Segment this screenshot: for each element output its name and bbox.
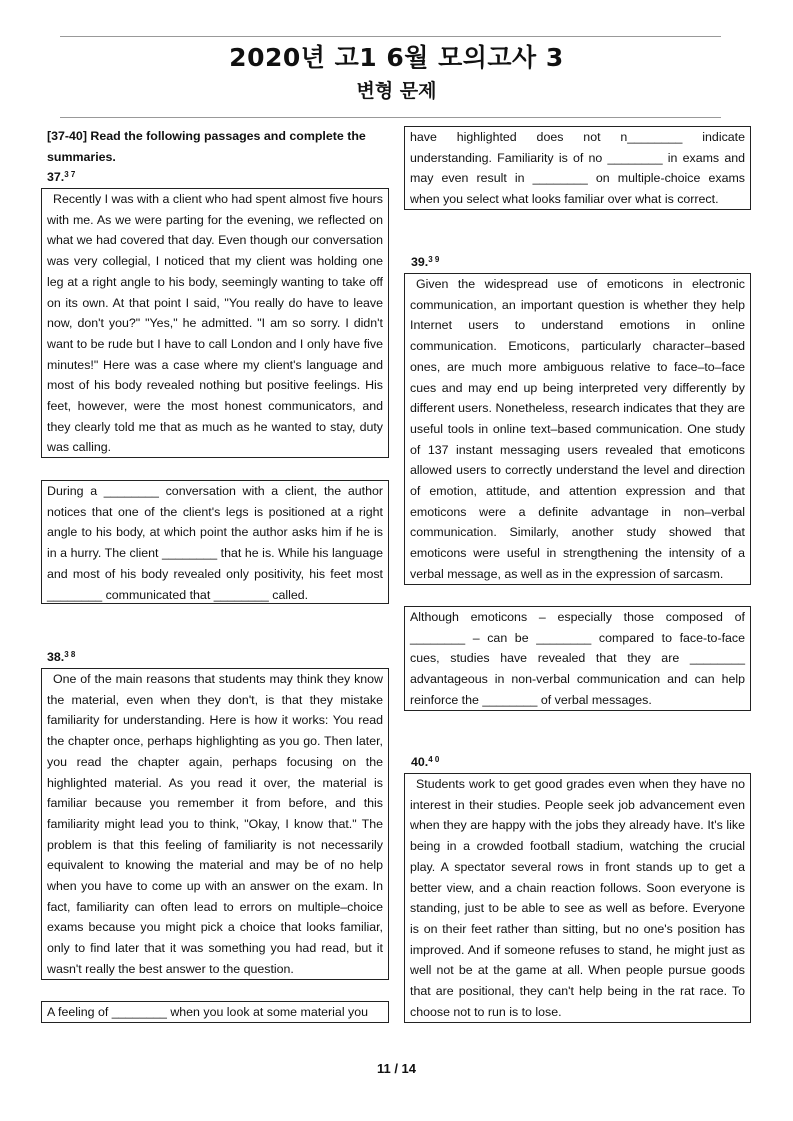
question-39-passage-text: Given the widespread use of emoticons in electronic communication, an important question is whether they help Internet users to understand emotions in online communication. Emoticons, particularly character–based ones, are much more ambiguous relative to face–to–face cues and may end up being interpreted very differently by different users. Nonetheless, research indicates that they are useful tools in online text–based communication. One study of 137 instant messaging users revealed that emoticons allowed users to correctly understand the level and direction of emotion, attitude, and attention expression and that emoticons were a definite advantage in non–verbal communication. Similarly, another study showed that emoticons were useful in strengthening the intensity of a verbal message, as well as in the expression of sarcasm. <box>410 277 745 581</box>
top-rule <box>60 36 721 37</box>
question-38-summary-start <box>41 1001 389 1023</box>
question-37-summary-text: During a ________ conversation with a client, the author notices that one of the client's legs is positioned at a right angle to his body, at which point the author asks him if he is in a hurry. The client ________ that he is. While his language and most of his body revealed only positivity, his feet most ________ communicated that ________ called. <box>47 484 383 602</box>
question-38-passage <box>41 668 389 980</box>
page-title: 2020년 고1 6월 모의고사 3 <box>229 43 564 72</box>
header-rule <box>60 117 721 118</box>
question-38-passage-text: One of the main reasons that students may think they know the material, even when they don't, is that they mistake familiarity for understanding. Here is how it works: You read the chapter once, perhaps highlighting as you go. Then later, you read the chapter again, perhaps focusing on the highlighted material. As you read it over, the material is familiar because you remember it from before, and this familiarity might lead you to think, "Okay, I know that." The problem is that this feeling of familiarity is not necessarily equivalent to knowing the material and may be of no help when you have to come up with an answer on the exam. In fact, familiarity can often lead to errors on multiple–choice exams because you might pick a choice that looks familiar, only to find later that it was something you had read, but it wasn't really the best answer to the question. <box>47 672 383 976</box>
question-39-number <box>411 252 439 273</box>
question-37-passage <box>41 188 389 458</box>
question-39-label: 39. <box>411 255 429 269</box>
question-37-sup: 3 7 <box>64 170 76 179</box>
question-37-number <box>47 167 75 188</box>
question-38-summary-text-2: have highlighted does not n________ indicate understanding. Familiarity is of no ________ in exams and may even result in ________ on multiple-choice exams when you select what looks familiar over what is correct. <box>410 130 745 207</box>
question-40-passage-text: Students work to get good grades even when they have no interest in their studies. People seek job advancement even when they are happy with the jobs they already have. It's like being in a crowded football stadium, watching the crucial play. A spectator several rows in front stands up to get a better view, and a chain reaction follows. Soon everyone is standing, just to be able to see as well as before. Everyone is on their feet rather than sitting, but no one's position has improved. And if someone refuses to stand, he might just as well not be at the game at all. When people pursue goods that are positional, they can't help being in the rat race. To choose not to run is to lose. <box>410 777 745 1019</box>
question-39-passage <box>404 273 751 585</box>
question-38-summary-continued <box>404 126 751 210</box>
question-40-label: 40. <box>411 755 429 769</box>
instructions: [37-40] Read the following passages and complete the summaries. <box>47 129 366 164</box>
question-37-label: 37. <box>47 170 65 184</box>
question-39-summary-text: Although emoticons – especially those composed of ________ – can be ________ compared to face-to-face cues, studies have revealed that they are ________ advantageous in non-verbal communication and can help reinforce the ________ of verbal messages. <box>410 610 745 707</box>
question-39-sup: 3 9 <box>428 255 440 264</box>
question-40-passage <box>404 773 751 1023</box>
question-37-passage-text: Recently I was with a client who had spent almost five hours with me. As we were parting for the evening, we reflected on what we had covered that day. Even though our conversation was very collegial, I noticed that my client was holding one leg at a right angle to his body, seemingly wanting to take off on its own. At that point I said, "You really do have to leave now, don't you?" "Yes," he admitted. "I am so sorry. I didn't want to be rude but I have to call London and I only have five minutes!" Here was a case where my client's language and most of his body revealed nothing but positive feelings. His feet, however, were the most honest communicators, and they clearly told me that as much as he wanted to stay, duty was calling. <box>47 192 383 455</box>
page-number: 11 / 14 <box>376 1061 417 1076</box>
question-38-summary-text-1: A feeling of ________ when you look at some material you <box>47 1005 368 1019</box>
question-39-summary <box>404 606 751 711</box>
question-38-sup: 3 8 <box>64 650 76 659</box>
page-subtitle: 변형 문제 <box>356 80 437 102</box>
question-38-label: 38. <box>47 650 65 664</box>
question-37-summary <box>41 480 389 604</box>
question-38-number <box>47 647 75 668</box>
question-40-number <box>411 752 439 773</box>
question-40-sup: 4 0 <box>428 755 440 764</box>
